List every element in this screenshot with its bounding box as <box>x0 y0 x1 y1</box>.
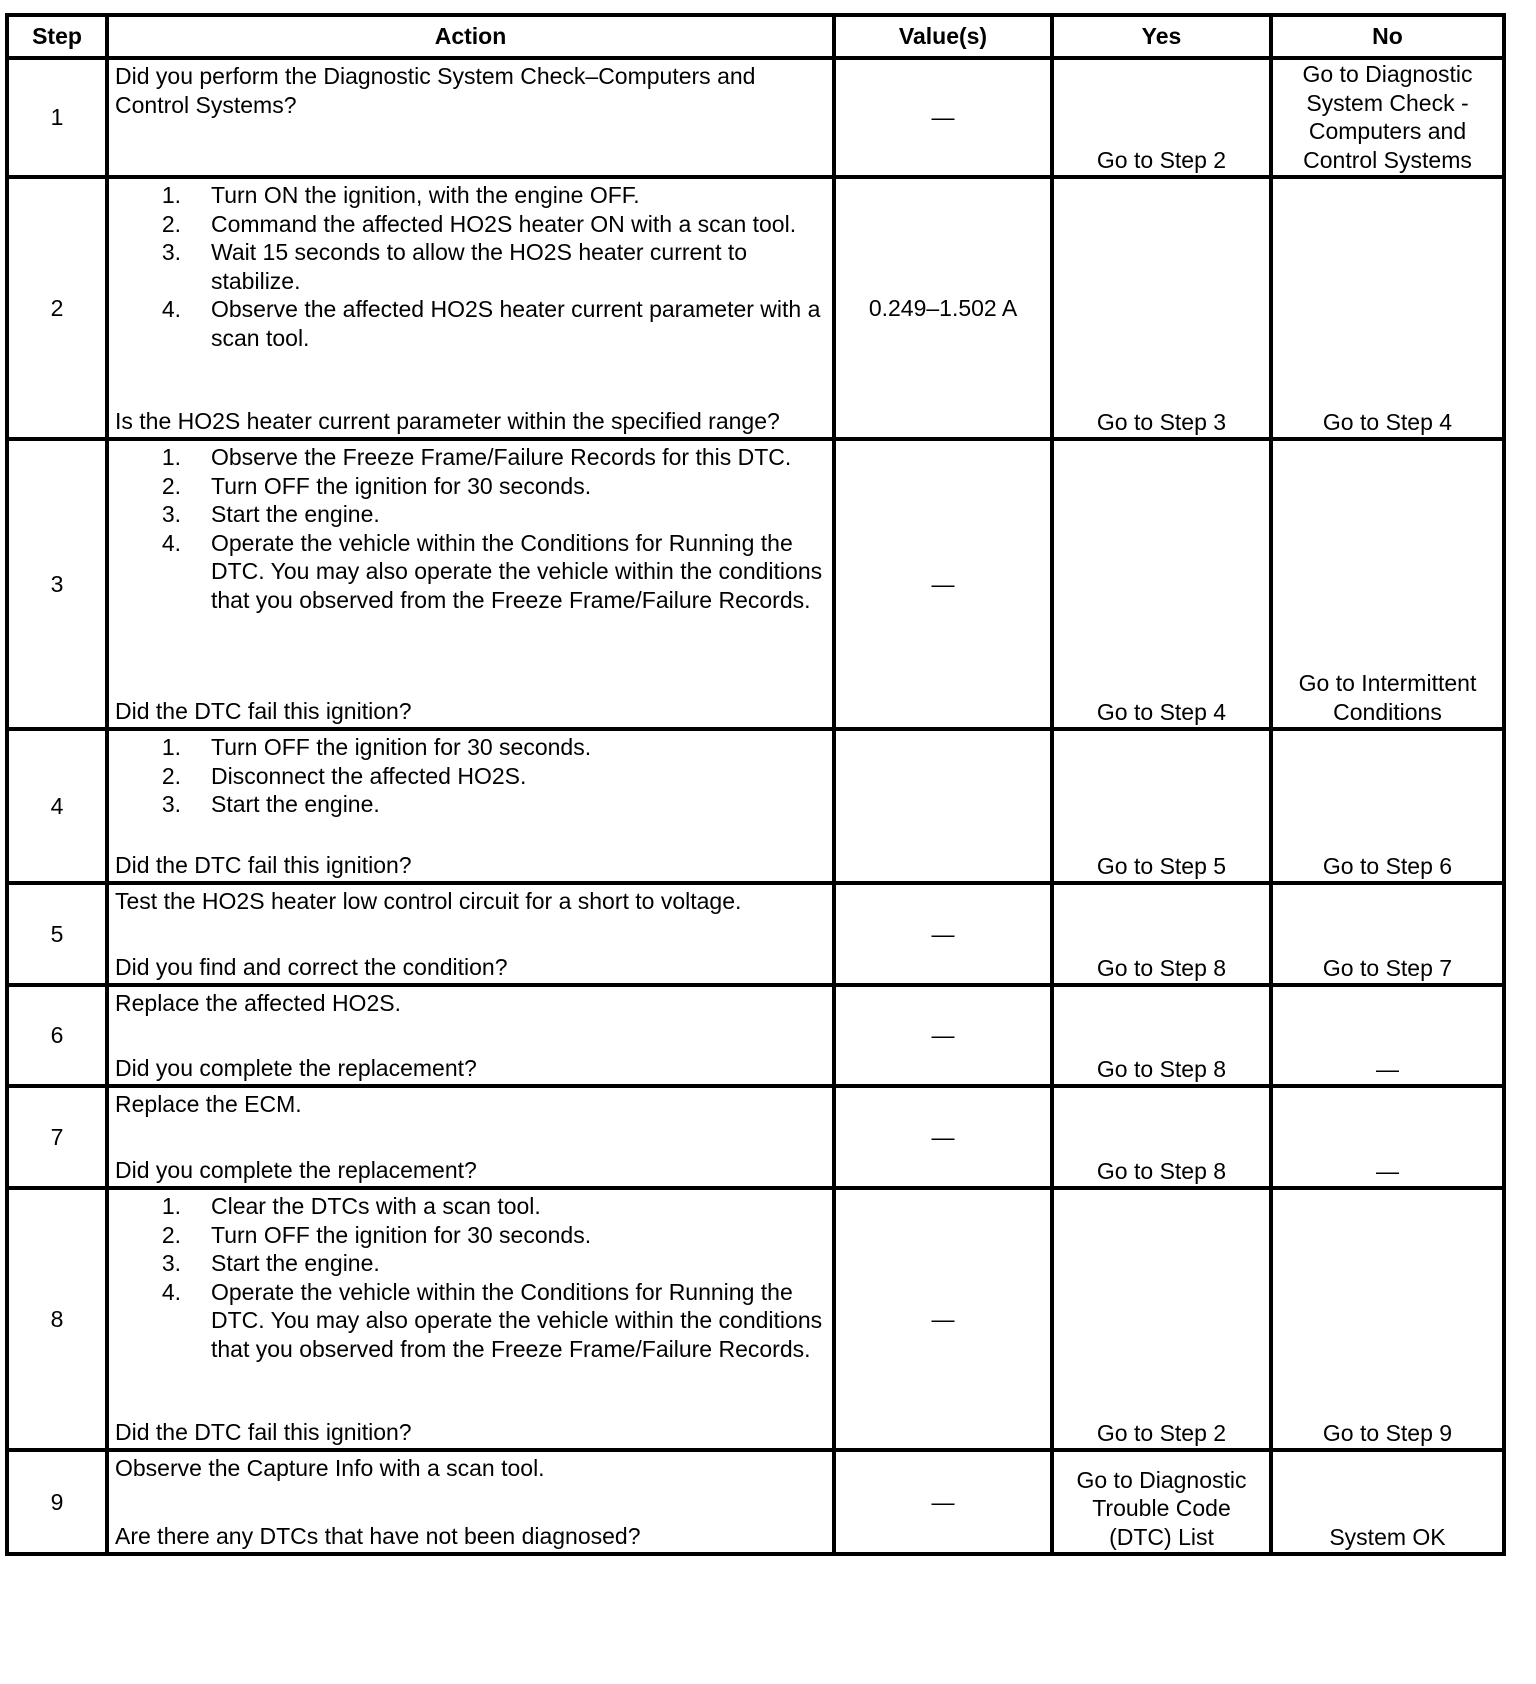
action-body <box>115 443 826 614</box>
action-question: Is the HO2S heater current parameter within the specified range? <box>115 407 780 434</box>
list-item-text: Start the engine. <box>211 1250 380 1276</box>
list-item-number: 3. <box>161 791 181 817</box>
value-cell: — <box>834 1188 1052 1450</box>
yes-text: Go to Step 8 <box>1096 1055 1227 1082</box>
yes-text: Go to Step 2 <box>1096 146 1227 173</box>
value-cell: — <box>834 1450 1052 1554</box>
header-yes: Yes <box>1052 15 1271 58</box>
list-item-number: 2. <box>161 1221 181 1248</box>
no-cell <box>1271 985 1504 1086</box>
list-item-text: Disconnect the affected HO2S. <box>211 762 527 789</box>
action-body <box>115 887 826 916</box>
no-text: Go to Step 9 <box>1322 1419 1453 1446</box>
list-item-number: 1. <box>161 734 181 760</box>
action-text: Replace the ECM. <box>115 1091 302 1117</box>
step-number: 1 <box>7 58 107 177</box>
header-step: Step <box>7 15 107 58</box>
yes-cell <box>1052 177 1271 439</box>
action-cell <box>107 985 834 1086</box>
table-row <box>7 883 1504 985</box>
no-cell <box>1271 177 1504 439</box>
list-item-number: 3. <box>161 1250 181 1276</box>
list-item <box>115 790 826 819</box>
no-cell <box>1271 439 1504 729</box>
action-question: Did the DTC fail this ignition? <box>115 851 412 878</box>
step-number: 5 <box>7 883 107 985</box>
yes-cell <box>1052 883 1271 985</box>
list-item-text: Clear the DTCs with a scan tool. <box>211 1193 541 1219</box>
list-item <box>115 1278 826 1364</box>
table-row <box>7 439 1504 729</box>
action-text: Did you perform the Diagnostic System Check–Computers and Control Systems? <box>115 63 756 118</box>
action-body <box>115 733 826 819</box>
action-text: Observe the Capture Info with a scan tool. <box>115 1455 545 1481</box>
action-question: Did the DTC fail this ignition? <box>115 697 412 724</box>
step-number: 7 <box>7 1086 107 1188</box>
action-text: Replace the affected HO2S. <box>115 990 401 1016</box>
action-cell <box>107 1188 834 1450</box>
list-item-text: Turn ON the ignition, with the engine OFF. <box>211 182 640 208</box>
list-item <box>115 295 826 352</box>
yes-text: Go to Step 3 <box>1096 408 1227 435</box>
value-cell: — <box>834 439 1052 729</box>
no-cell <box>1271 883 1504 985</box>
procedure-list <box>115 1192 826 1363</box>
list-item-text: Turn OFF the ignition for 30 seconds. <box>211 472 592 499</box>
yes-cell <box>1052 1450 1271 1554</box>
action-body <box>115 181 826 352</box>
step-number: 8 <box>7 1188 107 1450</box>
no-text: Go to Diagnostic System Check - Computers and Control Systems <box>1302 61 1473 173</box>
table-row <box>7 58 1504 177</box>
table-row <box>7 729 1504 883</box>
list-item-text: Wait 15 seconds to allow the HO2S heater current to stabilize. <box>211 239 748 294</box>
no-text: — <box>1376 1055 1399 1082</box>
action-body <box>115 62 826 119</box>
list-item-number: 3. <box>161 239 181 265</box>
list-item-text: Turn OFF the ignition for 30 seconds. <box>211 1221 592 1248</box>
list-item-number: 4. <box>161 1278 181 1305</box>
header-row <box>7 15 1504 58</box>
yes-cell <box>1052 58 1271 177</box>
yes-text: Go to Step 5 <box>1096 852 1227 879</box>
value-cell: — <box>834 1086 1052 1188</box>
list-item <box>115 1249 826 1278</box>
list-item-text: Operate the vehicle within the Conditions for Running the DTC. You may also operate the vehicle within the conditions that you observed from the Freeze Frame/Failure Records. <box>211 1278 823 1362</box>
no-text: Go to Intermittent Conditions <box>1298 670 1477 725</box>
action-cell <box>107 58 834 177</box>
yes-text: Go to Step 2 <box>1096 1419 1227 1446</box>
no-cell <box>1271 1450 1504 1554</box>
list-item <box>115 1192 826 1221</box>
value-cell <box>834 729 1052 883</box>
list-item <box>115 733 826 762</box>
no-text: — <box>1376 1157 1399 1184</box>
action-body <box>115 1454 826 1483</box>
action-body <box>115 989 826 1018</box>
header-values: Value(s) <box>834 15 1052 58</box>
action-question: Are there any DTCs that have not been diagnosed? <box>115 1522 641 1549</box>
table-row <box>7 1086 1504 1188</box>
action-cell <box>107 729 834 883</box>
no-cell <box>1271 1188 1504 1450</box>
list-item <box>115 1221 826 1250</box>
diagnostic-table <box>5 13 1506 1556</box>
value-cell: 0.249–1.502 A <box>834 177 1052 439</box>
list-item-text: Observe the Freeze Frame/Failure Records for this DTC. <box>211 444 792 470</box>
list-item <box>115 500 826 529</box>
action-question: Did you find and correct the condition? <box>115 953 508 980</box>
yes-cell <box>1052 1188 1271 1450</box>
table-row <box>7 1450 1504 1554</box>
header-no: No <box>1271 15 1504 58</box>
action-text: Test the HO2S heater low control circuit for a short to voltage. <box>115 888 742 914</box>
action-cell <box>107 177 834 439</box>
list-item-text: Command the affected HO2S heater ON with a scan tool. <box>211 210 797 237</box>
list-item-text: Observe the affected HO2S heater current parameter with a scan tool. <box>211 296 821 351</box>
table-row <box>7 985 1504 1086</box>
step-number: 3 <box>7 439 107 729</box>
list-item-number: 2. <box>161 210 181 237</box>
no-cell <box>1271 729 1504 883</box>
action-cell <box>107 1086 834 1188</box>
yes-text: Go to Step 8 <box>1096 954 1227 981</box>
procedure-list <box>115 733 826 819</box>
list-item-number: 1. <box>161 444 181 470</box>
list-item-number: 1. <box>161 182 181 208</box>
list-item-number: 3. <box>161 501 181 527</box>
value-cell: — <box>834 58 1052 177</box>
action-question: Did the DTC fail this ignition? <box>115 1418 412 1445</box>
list-item <box>115 762 826 791</box>
value-cell: — <box>834 985 1052 1086</box>
action-cell <box>107 1450 834 1554</box>
list-item-text: Start the engine. <box>211 501 380 527</box>
yes-cell <box>1052 985 1271 1086</box>
table-row <box>7 177 1504 439</box>
action-question: Did you complete the replacement? <box>115 1054 477 1081</box>
yes-cell <box>1052 439 1271 729</box>
list-item <box>115 181 826 210</box>
list-item <box>115 238 826 295</box>
yes-cell <box>1052 1086 1271 1188</box>
step-number: 6 <box>7 985 107 1086</box>
action-question: Did you complete the replacement? <box>115 1156 477 1183</box>
step-number: 2 <box>7 177 107 439</box>
no-text: Go to Step 7 <box>1322 954 1453 981</box>
action-cell <box>107 439 834 729</box>
procedure-list <box>115 181 826 352</box>
list-item <box>115 529 826 615</box>
no-text: System OK <box>1329 1523 1446 1550</box>
step-number: 4 <box>7 729 107 883</box>
list-item-number: 4. <box>161 296 181 322</box>
list-item <box>115 443 826 472</box>
step-number: 9 <box>7 1450 107 1554</box>
list-item-text: Turn OFF the ignition for 30 seconds. <box>211 734 592 760</box>
procedure-list <box>115 443 826 614</box>
no-cell <box>1271 1086 1504 1188</box>
list-item-number: 2. <box>161 762 181 789</box>
action-cell <box>107 883 834 985</box>
action-body <box>115 1090 826 1119</box>
yes-text: Go to Step 8 <box>1096 1157 1227 1184</box>
list-item-text: Start the engine. <box>211 791 380 817</box>
value-cell: — <box>834 883 1052 985</box>
yes-cell <box>1052 729 1271 883</box>
list-item-number: 1. <box>161 1193 181 1219</box>
header-action: Action <box>107 15 834 58</box>
yes-text: Go to Diagnostic Trouble Code (DTC) List <box>1076 1466 1247 1550</box>
table-row <box>7 1188 1504 1450</box>
list-item-text: Operate the vehicle within the Conditions for Running the DTC. You may also operate the vehicle within the conditions that you observed from the Freeze Frame/Failure Records. <box>211 529 823 613</box>
list-item-number: 4. <box>161 529 181 556</box>
no-cell <box>1271 58 1504 177</box>
no-text: Go to Step 4 <box>1322 408 1453 435</box>
list-item <box>115 472 826 501</box>
no-text: Go to Step 6 <box>1322 852 1453 879</box>
list-item <box>115 210 826 239</box>
action-body <box>115 1192 826 1363</box>
list-item-number: 2. <box>161 472 181 499</box>
yes-text: Go to Step 4 <box>1096 698 1227 725</box>
